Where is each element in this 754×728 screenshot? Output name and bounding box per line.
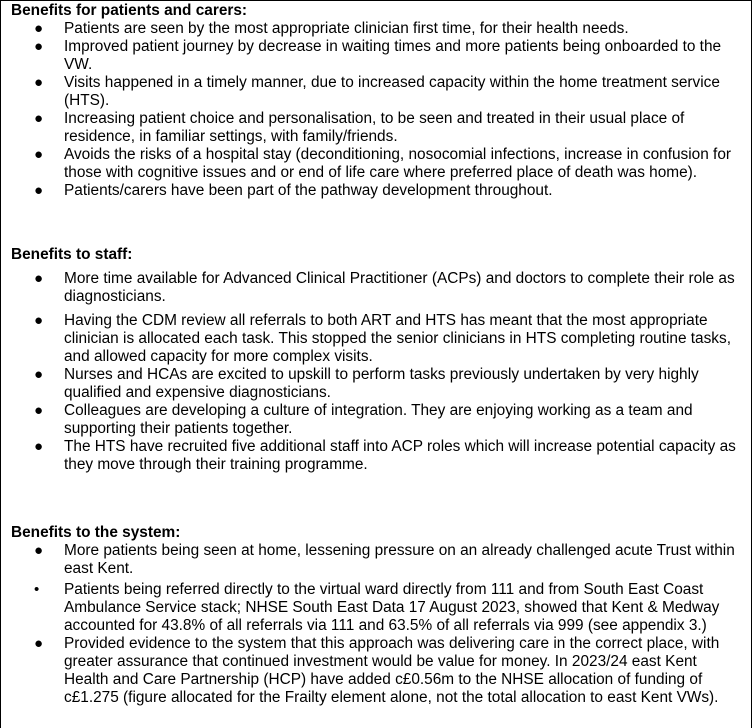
patients-carers-section (11, 2, 745, 200)
system-heading: Benefits to the system: (11, 524, 181, 541)
list-item: ● Colleagues are developing a culture of integration. They are enjoying working as a team and supporting their patients together. (34, 402, 693, 437)
bullet-icon: ● (34, 402, 44, 419)
list-item: ● Patients/carers have been part of the pathway development throughout. (34, 182, 553, 199)
bullet-icon: ● (34, 635, 44, 652)
staff-heading: Benefits to staff: (11, 246, 133, 263)
bullet-icon: ● (34, 312, 44, 329)
list-item: ● More patients being seen at home, lessening pressure on an already challenged acute Trust within east Kent. (34, 542, 735, 577)
bullet-icon: ● (34, 74, 44, 91)
list-item: ● Visits happened in a timely manner, due to increased capacity within the home treatment service (HTS). (34, 74, 720, 109)
system-list (11, 542, 745, 707)
bullet-icon: ● (34, 366, 44, 383)
bullet-icon: • (34, 581, 40, 598)
bullet-icon: ● (34, 110, 44, 127)
list-item: ● Nurses and HCAs are excited to upskill to perform tasks previously undertaken by very highly qualified and expensive diagnosticians. (34, 366, 699, 401)
bullet-icon: ● (34, 438, 44, 455)
patients-carers-heading: Benefits for patients and carers: (11, 2, 248, 19)
staff-list (11, 270, 745, 474)
bullet-icon: ● (34, 38, 44, 55)
list-item: • Patients being referred directly to the virtual ward directly from 111 and from South East Coast Ambulance Service stack; NHSE South East Data 17 August 2023, showed that Kent & Medway accounted for 43.8% of all referrals via 111 and 63.5% of all referrals via 999 (see appendix 3.) (34, 581, 720, 634)
bullet-icon: ● (34, 182, 44, 199)
bullet-icon: ● (34, 146, 44, 163)
system-section (11, 524, 745, 707)
patients-carers-list (11, 20, 745, 200)
list-item: ● More time available for Advanced Clinical Practitioner (ACPs) and doctors to complete their role as diagnosticians. (34, 270, 735, 305)
staff-section (11, 246, 745, 474)
list-item: ● Avoids the risks of a hospital stay (deconditioning, nosocomial infections, increase in confusion for those with cognitive issues and or end of life care where preferred place of death was home). (34, 146, 732, 181)
bullet-icon: ● (34, 542, 44, 559)
list-item: ● Increasing patient choice and personalisation, to be seen and treated in their usual place of residence, in familiar settings, with family/friends. (34, 110, 685, 145)
list-item: ● The HTS have recruited five additional staff into ACP roles which will increase potential capacity as they move through their training programme. (34, 438, 736, 473)
list-item: ● Provided evidence to the system that this approach was delivering care in the correct place, with greater assurance that continued investment would be value for money. In 2023/24 east Kent Health and Care Partnership (HCP) have added c£0.56m to the NHSE allocation of funding of c£1.275 (figure allocated for the Frailty element alone, not the total allocation to east Kent VWs). (34, 635, 720, 706)
list-item: ● Having the CDM review all referrals to both ART and HTS has meant that the most appropriate clinician is allocated each task. This stopped the senior clinicians in HTS completing routine tasks, and allowed capacity for more complex visits. (34, 312, 731, 365)
list-item: ● Patients are seen by the most appropriate clinician first time, for their health needs. (34, 20, 629, 37)
bullet-icon: ● (34, 20, 44, 37)
list-item: ● Improved patient journey by decrease in waiting times and more patients being onboarded to the VW. (34, 38, 722, 73)
bullet-icon: ● (34, 270, 44, 287)
